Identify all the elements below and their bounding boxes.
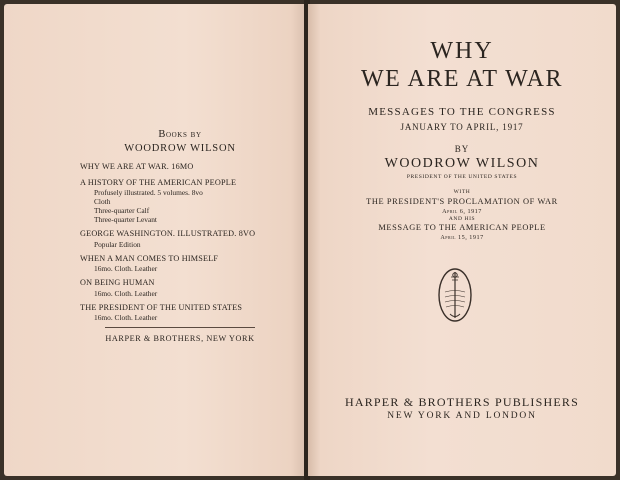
book-entry [80,162,280,173]
book-entry [80,303,280,323]
proclamation-date: April 6, 1917 [442,208,482,215]
book-entry [80,254,280,274]
book-entry [80,178,280,225]
book-title: ON BEING HUMAN [80,278,155,287]
divider-rule [105,327,255,328]
publisher-city: NEW YORK AND LONDON [387,411,537,421]
with-label: WITH [453,189,471,195]
book-title: WHY WE ARE AT WAR. 16MO [80,162,194,171]
author-role: PRESIDENT OF THE UNITED STATES [406,174,518,180]
proclamation-title: THE PRESIDENT'S PROCLAMATION OF WAR [366,197,558,206]
books-author-name: WOODROW WILSON [124,143,236,154]
book-title: GEORGE WASHINGTON. ILLUSTRATED. 8VO [80,229,256,238]
publisher-name: HARPER & BROTHERS PUBLISHERS [345,395,579,409]
left-publisher: HARPER & BROTHERS, NEW YORK [105,334,255,343]
by-line: BY [454,144,470,154]
book-detail: Cloth [94,197,111,206]
book-detail: Three-quarter Levant [94,215,157,224]
book-detail: 16mo. Cloth. Leather [94,288,158,298]
books-by-heading: Books by [158,129,202,140]
message-title: MESSAGE TO THE AMERICAN PEOPLE [378,223,546,232]
and-his-label: AND HIS [448,216,476,222]
book-detail: Three-quarter Calf [94,206,150,215]
book-title: A HISTORY OF THE AMERICAN PEOPLE [80,177,237,187]
book-title: WHEN A MAN COMES TO HIMSELF [80,253,219,263]
subtitle: MESSAGES TO THE CONGRESS [368,106,556,118]
date-range: JANUARY TO APRIL, 1917 [400,122,524,132]
book-detail: Profusely illustrated. 5 volumes. 8vo [94,188,203,197]
author-name: WOODROW WILSON [384,156,540,171]
left-page [4,4,306,476]
book-detail: 16mo. Cloth. Leather [94,264,158,273]
title-line-2: WE ARE AT WAR [361,66,563,92]
book-detail: 16mo. Cloth. Leather [94,313,158,322]
books-by-author-list [80,128,280,345]
book-entry [80,229,280,249]
book-title: THE PRESIDENT OF THE UNITED STATES [80,302,243,312]
message-date: April 15, 1917 [440,234,484,241]
book-detail: Popular Edition [94,239,141,249]
book-entry [80,278,280,298]
publisher-colophon-icon [430,264,480,326]
title-line-1: WHY [430,38,494,64]
